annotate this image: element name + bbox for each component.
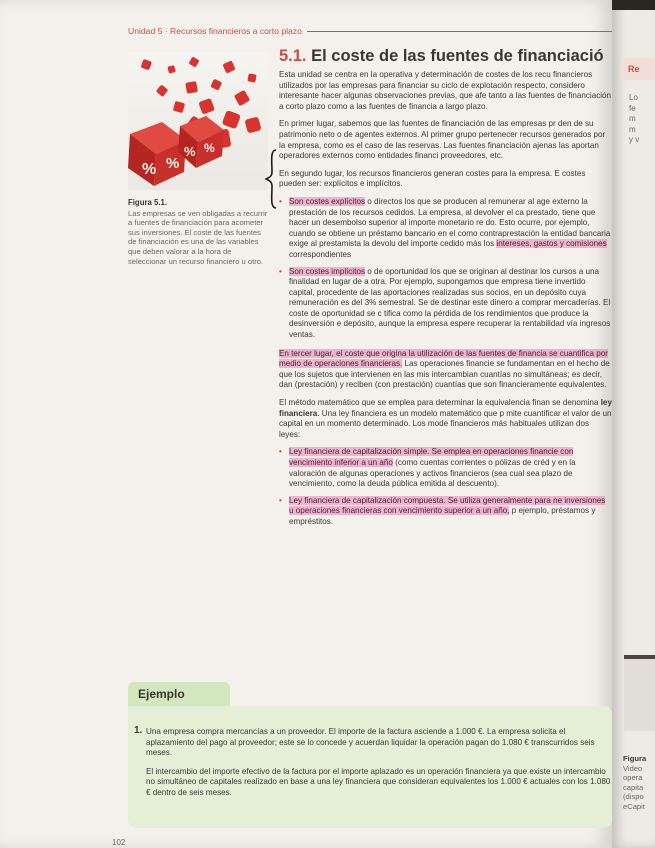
ejemplo-title: Ejemplo xyxy=(128,682,230,706)
highlight-explicit-costs: Son costes explícitos xyxy=(289,196,366,206)
main-content xyxy=(279,46,612,536)
section-number: 5.1. xyxy=(279,47,307,65)
right-page-text xyxy=(629,93,655,146)
right-line: m xyxy=(629,124,636,134)
right-fig-line: opera xyxy=(623,773,643,782)
right-fig-line: eCapit xyxy=(623,801,645,811)
right-page-thumbnail xyxy=(624,655,655,731)
list-item-simple-capitalization xyxy=(279,447,612,489)
paragraph-first: En primer lugar, sabemos que las fuentes de financiación de las empresas pr den de su patrimonio neto o de agentes externos. Al primer grupo pertenecer recursos generados por la empresa, como es el caso de las reservas. Las fuentes financiación ajenas las aportan operadores externos como entidades financi proveedores, etc. xyxy=(279,119,606,161)
implicit-costs-text: o de oportunidad los que se originan al destinar los cursos a una finalidad en lugar de a otra. Por ejemplo, supongamos que empresa tiene invertido capital, procedente de las aportaciones realizadas sus socios, en un depósito cuya remuneración es del 3% semestral. Se de destinar este dinero a comprar mercaderías. El coste de oportunidad se c tifica como la pérdida de los rendimientos que produce la desinversión e depósito, aunque la empresa espere recuperar la rentabilidad vía ingresos ventas. xyxy=(289,266,611,340)
paragraph-fourth-a: El método matemático que se emplea para determinar la equivalencia finan se denomina xyxy=(279,398,601,408)
right-page-caption xyxy=(623,754,655,811)
percent-dice-image xyxy=(128,52,268,190)
right-fig-line: (dispo xyxy=(623,792,644,801)
ley-financiera-term: ley financiera xyxy=(279,398,612,418)
right-fig-label: Figura xyxy=(623,754,647,763)
right-fig-line: capita xyxy=(623,782,644,792)
list-item-compound-capitalization xyxy=(279,496,612,528)
highlight-simple-capitalization: Ley financiera de capitalización simple. Se emplea en operaciones financie con vencimiento inferior a un año xyxy=(289,447,574,467)
paragraph-second: En segundo lugar, los recursos financieros generan costes para la empresa. E costes pueden ser: explícitos e implícitos. xyxy=(279,168,586,189)
ejemplo-paragraph-1: Una empresa compra mercancías a un proveedor. El importe de la factura asciende a 1.000 €. La empresa solicita el aplazamiento del pago al proveedor; este se lo concede y acuerdan liquidar la operación pagan do 1.080 € transcurridos seis meses. xyxy=(146,727,595,758)
svg-text:%: % xyxy=(142,161,157,178)
section-title-text: El coste de las fuentes de financiació xyxy=(311,47,604,65)
unit-header: Unidad 5 · Recursos financieros a corto plazo xyxy=(128,26,302,36)
right-page-tab: Re xyxy=(622,58,655,80)
explicit-costs-text: o directos los que se producen al remunerar al age externo la prestación de los recursos cedidos. La empresa, al devolver el ca prestado, tiene que hacer un desembolso superior al importe monetario re do. Esto ocurre, por ejemplo, cuando se obtiene un préstamo bancario en el como contraprestación la entidad bancaria exige al prestamista la devolu del importe cedido más los xyxy=(289,196,611,249)
list-item-explicit-costs xyxy=(279,197,612,261)
highlight-third: En tercer lugar, el coste que origina la utilización de las fuentes de financia se cuantifica por medio de operaciones financieras. xyxy=(279,348,608,369)
explicit-costs-end: correspondientes xyxy=(289,249,352,259)
right-line: y v xyxy=(629,135,640,145)
svg-text:%: % xyxy=(204,141,215,155)
page-gutter-shadow xyxy=(612,0,655,10)
ejemplo-item xyxy=(134,725,612,807)
right-line: fe xyxy=(629,103,636,113)
cost-types-list xyxy=(279,197,612,341)
right-fig-line: Video xyxy=(623,763,643,773)
section-title xyxy=(279,46,612,66)
dice-illustration xyxy=(128,52,268,190)
figure-caption xyxy=(128,198,268,266)
paragraph-third xyxy=(279,349,612,391)
ejemplo-paragraph-2: El intercambio del importe efectivo de la factura por el importe aplazado es un operación financiera ya que existe un intercambio no simultáneo de capitales realizado en base a una ley financiera que consideran equivalentes los 1.000 € actuales con los 1.080 € dentro de seis meses. xyxy=(146,766,611,797)
highlight-implicit-costs: Son costes implícitos xyxy=(289,266,366,276)
svg-text:%: % xyxy=(166,155,180,172)
figure-caption-text: Las empresas se ven obligadas a recurrir a fuentes de financiación para acometer sus inversiones. El coste de las fuentes de financiación es una de las variables que deben valorar a la hora de seleccionar un recurso financiero u otro. xyxy=(128,208,268,266)
handwritten-brace-mark xyxy=(265,148,279,210)
paragraph-intro: Esta unidad se centra en la operativa y determinación de costes de los recu financieros utilizados por las empresas para financiar su ciclo de explotación respecto, considero interesante hacer algunas observaciones previas, que afe tanto a las fuentes de financiación a corto plazo como a las fuentes de financia a largo plazo. xyxy=(279,70,612,111)
paragraph-fourth xyxy=(279,398,612,440)
right-page-edge xyxy=(612,0,655,848)
svg-text:%: % xyxy=(184,144,196,159)
simple-capitalization-text: (como cuentas corrientes o pólizas de créd y en la valoración de algunas operaciones y activos financieros (sea cual sea plazo de vencimiento, como la deuda pública emitida al descuento). xyxy=(289,458,576,489)
financial-laws-list xyxy=(279,447,612,527)
compound-capitalization-text: p ejemplo, préstamos y empréstitos. xyxy=(289,506,596,526)
highlight-interest: intereses, gastos y comisiones xyxy=(496,239,607,249)
paragraph-fourth-b: . Una ley financiera es un modelo matemático que p mite cuantificar el valor de un capital en un momento determinado. Los mode financieros más habituales utilizan dos leyes: xyxy=(279,408,612,439)
right-line: m xyxy=(629,114,636,124)
list-item-implicit-costs xyxy=(279,267,612,341)
ejemplo-number: 1. xyxy=(134,725,143,736)
paragraph-third-rest: Las operaciones financie se fundamentan en el hecho de que los sujetos que intervienen en las mis intercambian cuantías no simultáneas; es decir, dan (prestación) y reciben (con prestación) cuantías que son financieramente equivalentes. xyxy=(279,359,610,390)
highlight-compound-capitalization: Ley financiera de capitalización compuesta. Se utiliza generalmente para ne inversiones u operaciones financieras con vencimiento superior a un año, xyxy=(289,495,606,516)
header-rule xyxy=(307,31,612,32)
figure-label: Figura 5.1. xyxy=(128,198,167,207)
page-number: 102 xyxy=(112,838,126,847)
right-line: Lo xyxy=(629,93,638,102)
